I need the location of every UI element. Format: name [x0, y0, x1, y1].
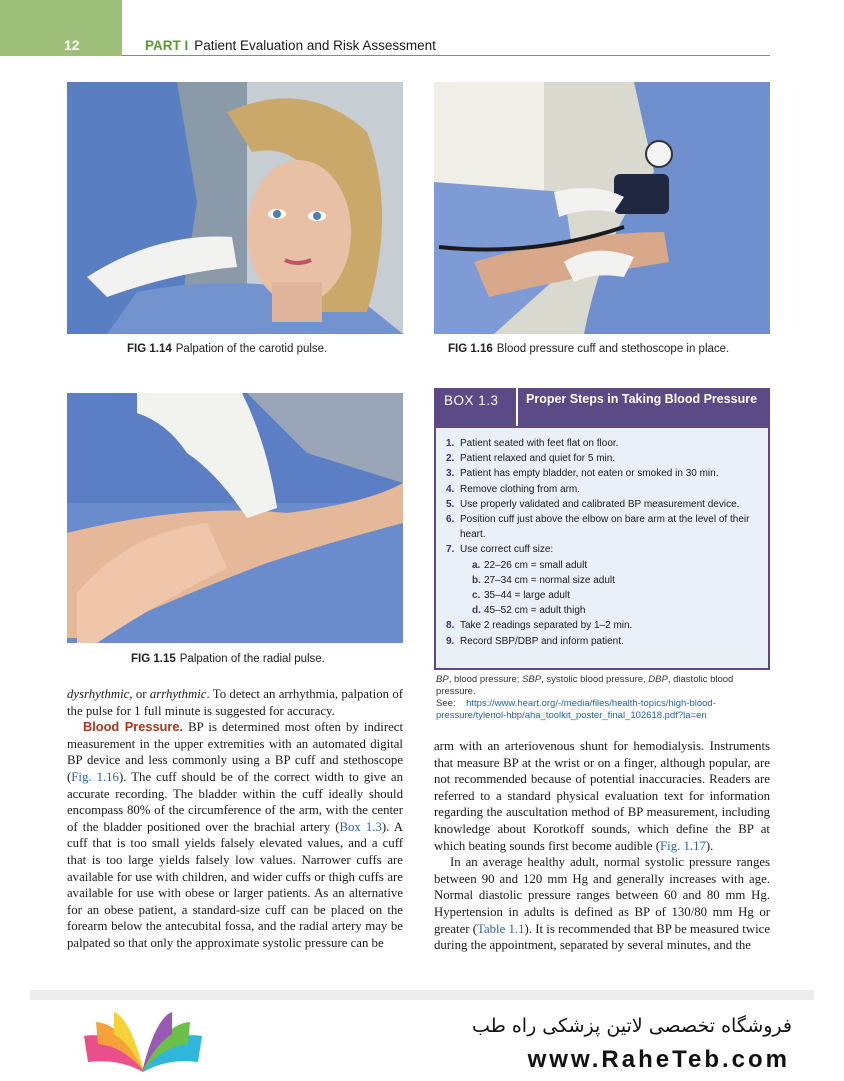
brand-url[interactable]: www.RaheTeb.com — [527, 1046, 790, 1073]
box-steps-list — [446, 436, 758, 649]
sub-list-item: b. 27–34 cm = normal size adult — [472, 574, 615, 586]
sub-list-item: c. 35–44 = large adult — [472, 590, 570, 602]
running-header — [145, 38, 436, 53]
sub-list-item: d. 45–52 cm = adult thigh — [472, 605, 586, 617]
list-item: 3. Patient has empty bladder, not eaten or smoked in 30 min. — [446, 468, 719, 480]
box-reference-link[interactable]: Box 1.3 — [339, 819, 382, 834]
source-link[interactable]: https://www.heart.org/-/media/files/health-topics/high-blood-pressure/tylenol-hbp/aha_toolkit_poster_final_102618.pdf?la=en — [436, 698, 716, 721]
box-footnote: BP, blood pressure; SBP, systolic blood pressure, DBP, diastolic blood pressure. — [436, 674, 734, 697]
figure-1-14-caption — [127, 343, 327, 355]
box-header-divider — [516, 388, 518, 426]
list-item: 2. Patient relaxed and quiet for 5 min. — [446, 453, 616, 465]
part-label: PART I — [145, 38, 189, 53]
box-title: Proper Steps in Taking Blood Pressure — [526, 392, 758, 406]
table-reference-link[interactable]: Table 1.1 — [477, 921, 525, 936]
figure-label: FIG 1.16 — [448, 343, 493, 355]
brand-persian-text: فروشگاه تخصصی لاتین پزشکی راه طب — [472, 1015, 792, 1037]
right-column-text — [434, 738, 770, 954]
box-source: See: https://www.heart.org/-/media/files/health-topics/high-blood-pressure/tylenol-hbp/aha_toolkit_poster_final_102618.pdf?la=en — [436, 698, 716, 721]
figure-1-15-photo — [67, 393, 403, 643]
paragraph: Blood Pressure. BP is determined most often by indirect measurement in the upper extremities with an automated digital BP device and less commonly using a BP cuff and stethoscope (Fig. 1.16). The cuff should be of the correct width to give an accurate recording. The bladder within the cuff ideally should encompass 80% of the circumference of the arm, with the center of the bladder positioned over the brachial artery (Box 1.3). A cuff that is too small yields falsely elevated values, and a cuff that is too large yields falsely low values. Narrower cuffs are available for use with children, and wider cuffs or thigh cuffs are available for use with obese or larger patients. As an alternative for an obese patient, a standard-size cuff can be placed on the forearm below the antecubital fossa, and the radial artery may be palpated so that only the approximate systolic pressure can be — [67, 719, 404, 950]
box-header — [434, 388, 770, 426]
sub-list-item: a. 22–26 cm = small adult — [472, 559, 588, 571]
list-item: 6. Position cuff just above the elbow on bare arm at the level of their heart. — [446, 514, 750, 541]
paragraph: arm with an arteriovenous shunt for hemodialysis. Instruments that measure BP at the wrist or on a finger, although popular, are not recommended because of potential inaccuracies. Readers are referred to a standard physical evaluation text for information regarding the auscultation method of BP measurement, including knowledge about Korotkoff sounds, which define the BP at which beating sounds first become audible (Fig. 1.17). — [434, 739, 770, 853]
part-title: Patient Evaluation and Risk Assessment — [194, 38, 436, 53]
list-item: 9. Record SBP/DBP and inform patient. — [446, 635, 624, 647]
caption-text: Blood pressure cuff and stethoscope in place. — [496, 343, 730, 355]
figure-1-16-caption — [448, 343, 729, 355]
paragraph: dysrhythmic, or arrhythmic. To detect an arrhythmia, palpation of the pulse for 1 full minute is suggested for accuracy. — [67, 687, 403, 718]
left-column-text — [67, 686, 403, 952]
list-item: 1. Patient seated with feet flat on floor. — [446, 438, 619, 449]
list-item: 7. Use correct cuff size: — [446, 544, 554, 556]
list-item: 5. Use properly validated and calibrated BP measurement device. — [446, 498, 740, 510]
figure-1-15-caption — [131, 653, 325, 665]
page-number: 12 — [64, 37, 80, 53]
figure-1-14-photo — [67, 82, 403, 334]
figure-label: FIG 1.15 — [131, 653, 176, 665]
header-rule — [122, 55, 770, 56]
figure-label: FIG 1.14 — [127, 343, 172, 355]
box-label: BOX 1.3 — [444, 393, 499, 408]
box-body — [434, 426, 770, 670]
figure-1-16-photo — [434, 82, 770, 334]
figure-reference-link[interactable]: Fig. 1.16 — [71, 769, 119, 784]
list-item: 8. Take 2 readings separated by 1–2 min. — [446, 620, 633, 632]
header-color-block — [0, 0, 122, 56]
section-heading: Blood Pressure. — [83, 719, 184, 735]
figure-reference-link[interactable]: Fig. 1.17 — [660, 838, 706, 853]
caption-text: Palpation of the radial pulse. — [179, 653, 325, 665]
caption-text: Palpation of the carotid pulse. — [175, 343, 328, 355]
paragraph: In an average healthy adult, normal systolic pressure ranges between 90 and 120 mm Hg and generally increases with age. Normal diastolic pressure ranges between 60 and 80 mm Hg. Hypertension in adults is defined as BP of 130/80 mm Hg or greater (Table 1.1). It is recommended that BP be measured twice during the appointment, separated by several minutes, and the — [434, 855, 770, 953]
list-item: 4. Remove clothing from arm. — [446, 483, 581, 495]
book-logo-icon — [78, 1010, 208, 1076]
